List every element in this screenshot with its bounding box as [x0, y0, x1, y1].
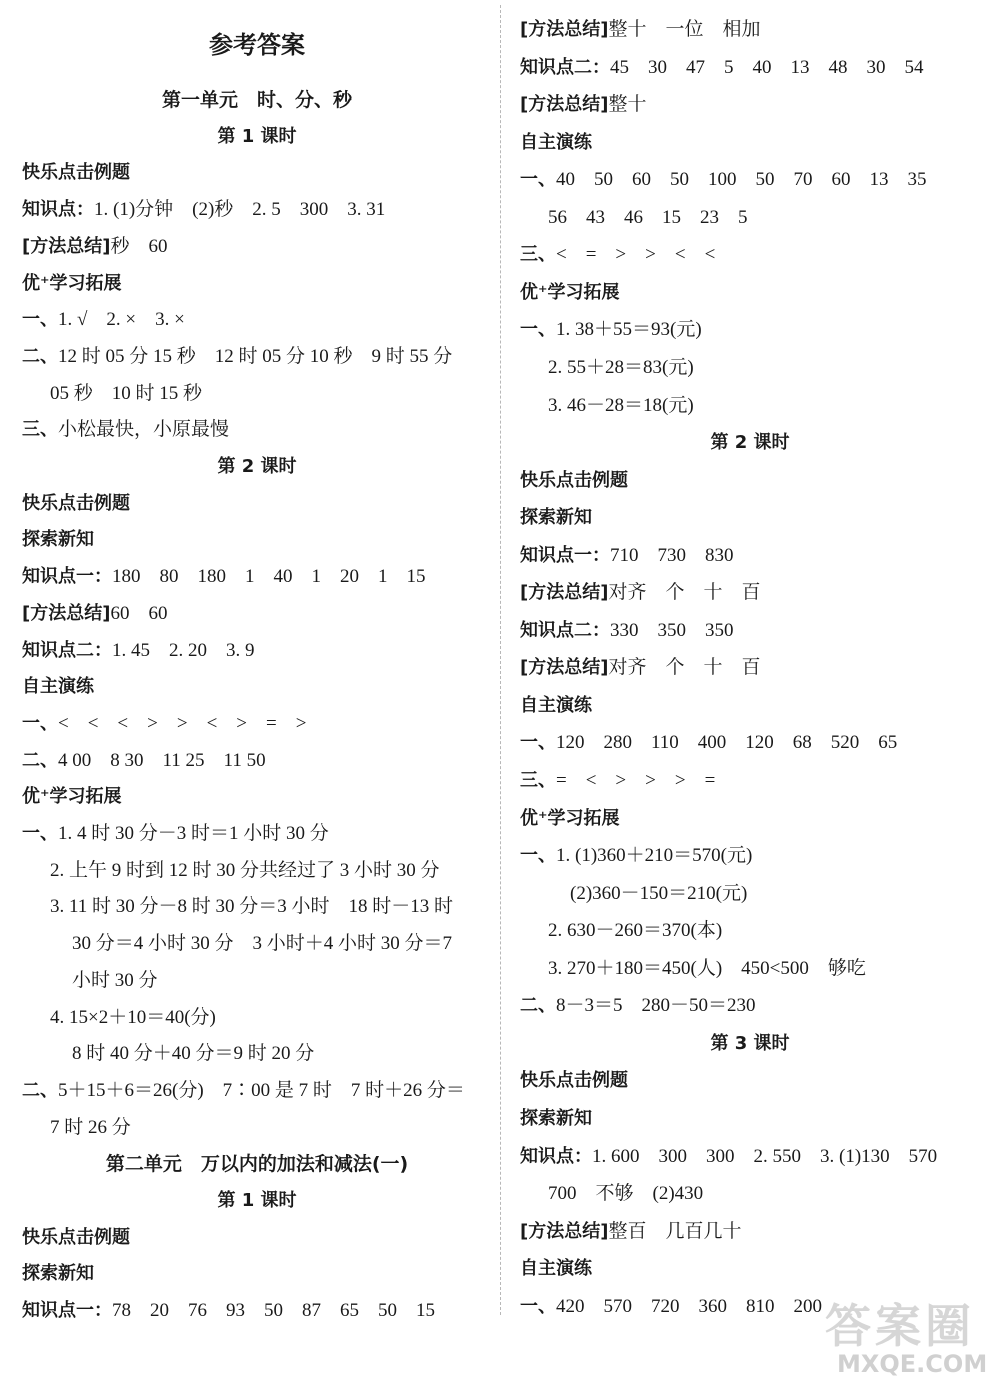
section-heading: 探索新知: [520, 1107, 592, 1129]
right-line-item: [520, 1142, 937, 1172]
item-answer: 180 80 180 1 40 1 20 1 15: [112, 566, 426, 588]
item-answer: 1. 600 300 300 2. 550 3. (1)130 570: [592, 1145, 938, 1167]
left-line-item: [22, 746, 266, 776]
item-label: 一、: [22, 309, 58, 331]
section-heading: 快乐点击例题: [22, 162, 130, 184]
right-line-item: [520, 15, 760, 45]
left-line-item: [22, 232, 167, 262]
item-answer: 330 350 350: [610, 619, 734, 641]
lesson-heading: 第 1 课时: [217, 125, 297, 147]
right-line-item: [520, 53, 924, 83]
lesson-heading: 第 2 课时: [710, 432, 790, 454]
left-line-cont: 4. 15×2＋10＝40(分): [50, 1006, 216, 1028]
right-line-cont2: (2)360－150＝210(元): [570, 882, 748, 904]
item-label: 知识点二：: [520, 56, 610, 78]
left-line-cont: 05 秒 10 时 15 秒: [50, 382, 203, 404]
section-heading: 优⁺学习拓展: [520, 807, 620, 829]
left-line-item: [22, 415, 229, 445]
item-answer: 5＋15＋6＝26(分) 7∶00 是 7 时 7 时＋26 分＝: [58, 1079, 465, 1101]
item-answer: 1. 4 时 30 分－3 时＝1 小时 30 分: [58, 823, 329, 844]
left-line-item: [22, 305, 185, 335]
item-answer: 4 00 8 30 11 25 11 50: [58, 749, 266, 771]
left-line-item: [22, 562, 426, 592]
left-line-item: [22, 195, 385, 225]
item-label: 知识点：: [22, 199, 94, 221]
item-answer: 1. (1)分钟 (2)秒 2. 5 300 3. 31: [94, 199, 386, 221]
item-label: 三、: [520, 244, 556, 266]
section-heading: 快乐点击例题: [22, 1226, 130, 1248]
watermark: [825, 1290, 1000, 1387]
item-label: [方法总结]: [520, 582, 609, 604]
unit-heading: 第一单元 时、分、秒: [161, 89, 352, 111]
item-label: 知识点一：: [520, 544, 610, 566]
item-answer: 40 50 60 50 100 50 70 60 13 35: [556, 169, 927, 191]
item-label: 知识点一：: [22, 566, 112, 588]
column-divider: [500, 5, 501, 1315]
right-line-item: [520, 315, 702, 345]
item-answer: 60 60: [110, 602, 168, 624]
left-line-item: [22, 1076, 465, 1106]
left-line-item: [22, 819, 329, 849]
item-label: 一、: [520, 1295, 556, 1317]
section-heading: 自主演练: [520, 694, 592, 716]
section-heading: 快乐点击例题: [22, 492, 130, 514]
left-line-item: [22, 636, 255, 666]
lesson-heading: 第 2 课时: [217, 456, 297, 477]
left-line-item: [22, 342, 452, 372]
section-heading: 探索新知: [520, 507, 592, 529]
right-line-item: [520, 766, 715, 796]
item-label: 知识点：: [520, 1145, 592, 1167]
item-label: 二、: [22, 345, 58, 367]
item-label: 二、: [22, 749, 58, 771]
item-label: [方法总结]: [22, 235, 111, 257]
item-label: 一、: [520, 319, 556, 341]
left-line-cont2: 8 时 40 分＋40 分＝9 时 20 分: [72, 1043, 315, 1065]
item-answer: 秒 60: [110, 235, 168, 257]
item-answer: 对齐 个 十 百: [608, 582, 761, 604]
item-label: 一、: [22, 823, 58, 844]
item-label: 一、: [520, 732, 556, 754]
right-line-item: [520, 728, 897, 758]
item-answer: < = > > < <: [556, 244, 716, 266]
section-heading: 自主演练: [22, 676, 94, 698]
item-label: 三、: [22, 419, 58, 441]
item-answer: 1. √ 2. × 3. ×: [58, 309, 185, 331]
section-heading: 自主演练: [520, 131, 592, 153]
item-answer: 1. 38＋55＝93(元): [556, 319, 702, 341]
section-heading: 优⁺学习拓展: [520, 281, 620, 303]
item-label: [方法总结]: [520, 19, 609, 40]
right-line-cont: 700 不够 (2)430: [548, 1183, 704, 1205]
item-answer: = < > > > =: [556, 770, 716, 791]
section-heading: 优⁺学习拓展: [22, 272, 122, 294]
item-answer: 45 30 47 5 40 13 48 30 54: [610, 56, 924, 78]
left-line-cont2: 小时 30 分: [72, 969, 158, 991]
right-line-cont: 56 43 46 15 23 5: [548, 206, 748, 228]
left-line-cont: 7 时 26 分: [50, 1116, 131, 1138]
item-answer: 420 570 720 360 810 200: [556, 1295, 823, 1317]
section-heading: 快乐点击例题: [520, 1070, 628, 1092]
left-line-item: [22, 709, 306, 739]
right-line-cont: 2. 630－260＝370(本): [548, 920, 723, 942]
right-line-cont: 3. 270＋180＝450(人) 450<500 够吃: [548, 957, 866, 979]
item-answer: 整百 几百几十: [608, 1220, 742, 1242]
watermark-url: MXQE.COM: [837, 1350, 988, 1378]
section-heading: 探索新知: [22, 529, 94, 551]
item-label: 二、: [520, 995, 556, 1017]
left-line-item: [22, 1296, 435, 1326]
item-label: 一、: [22, 712, 58, 734]
right-line-item: [520, 616, 734, 646]
section-heading: 自主演练: [520, 1258, 592, 1280]
left-line-item: [22, 599, 167, 629]
item-label: 一、: [520, 845, 556, 867]
section-heading: 快乐点击例题: [520, 469, 628, 491]
left-line-cont: 2. 上午 9 时到 12 时 30 分共经过了 3 小时 30 分: [50, 859, 440, 881]
right-line-item: [520, 240, 715, 270]
item-answer: 1. 45 2. 20 3. 9: [112, 639, 255, 661]
unit-heading: 第二单元 万以内的加法和减法(一): [105, 1153, 409, 1176]
right-line-item: [520, 90, 646, 120]
right-line-item: [520, 841, 752, 871]
lesson-heading: 第 3 课时: [710, 1032, 790, 1054]
lesson-heading: 第 1 课时: [217, 1190, 297, 1211]
item-label: [方法总结]: [520, 94, 609, 116]
item-label: 二、: [22, 1079, 58, 1101]
left-line-cont2: 30 分＝4 小时 30 分 3 小时＋4 小时 30 分＝7: [72, 933, 453, 955]
item-label: 知识点一：: [22, 1300, 112, 1322]
item-answer: 整十 一位 相加: [608, 19, 761, 40]
item-answer: 120 280 110 400 120 68 520 65: [556, 732, 898, 754]
right-line-item: [520, 165, 927, 195]
item-label: 三、: [520, 770, 556, 791]
item-answer: 78 20 76 93 50 87 65 50 15: [112, 1300, 436, 1322]
watermark-text: 答案圈: [825, 1299, 975, 1353]
right-line-item: [520, 541, 734, 571]
item-answer: 1. (1)360＋210＝570(元): [556, 845, 753, 867]
item-answer: 整十: [608, 94, 647, 116]
right-line-item: [520, 653, 760, 683]
left-line-cont: 3. 11 时 30 分－8 时 30 分＝3 小时 18 时－13 时: [50, 896, 454, 918]
right-line-cont: 3. 46－28＝18(元): [548, 394, 694, 416]
item-label: [方法总结]: [520, 1220, 609, 1242]
page-title: 参考答案: [209, 31, 305, 59]
item-label: 知识点二：: [520, 619, 610, 641]
section-heading: 优⁺学习拓展: [22, 786, 122, 808]
right-line-item: [520, 991, 756, 1021]
item-answer: 对齐 个 十 百: [608, 657, 761, 679]
section-heading: 探索新知: [22, 1263, 94, 1285]
right-line-item: [520, 578, 760, 608]
item-label: 知识点二：: [22, 639, 112, 661]
right-line-item: [520, 1292, 822, 1322]
item-answer: 12 时 05 分 15 秒 12 时 05 分 10 秒 9 时 55 分: [58, 345, 453, 367]
item-answer: 小松最快，小原最慢: [58, 419, 230, 441]
item-answer: 710 730 830: [610, 544, 734, 566]
right-line-cont: 2. 55＋28＝83(元): [548, 356, 694, 378]
right-line-item: [520, 1217, 741, 1247]
item-label: [方法总结]: [520, 657, 609, 679]
item-label: [方法总结]: [22, 602, 111, 624]
item-answer: 8－3＝5 280－50＝230: [556, 995, 756, 1017]
item-label: 一、: [520, 169, 556, 191]
item-answer: < < < > > < > = >: [58, 712, 307, 734]
